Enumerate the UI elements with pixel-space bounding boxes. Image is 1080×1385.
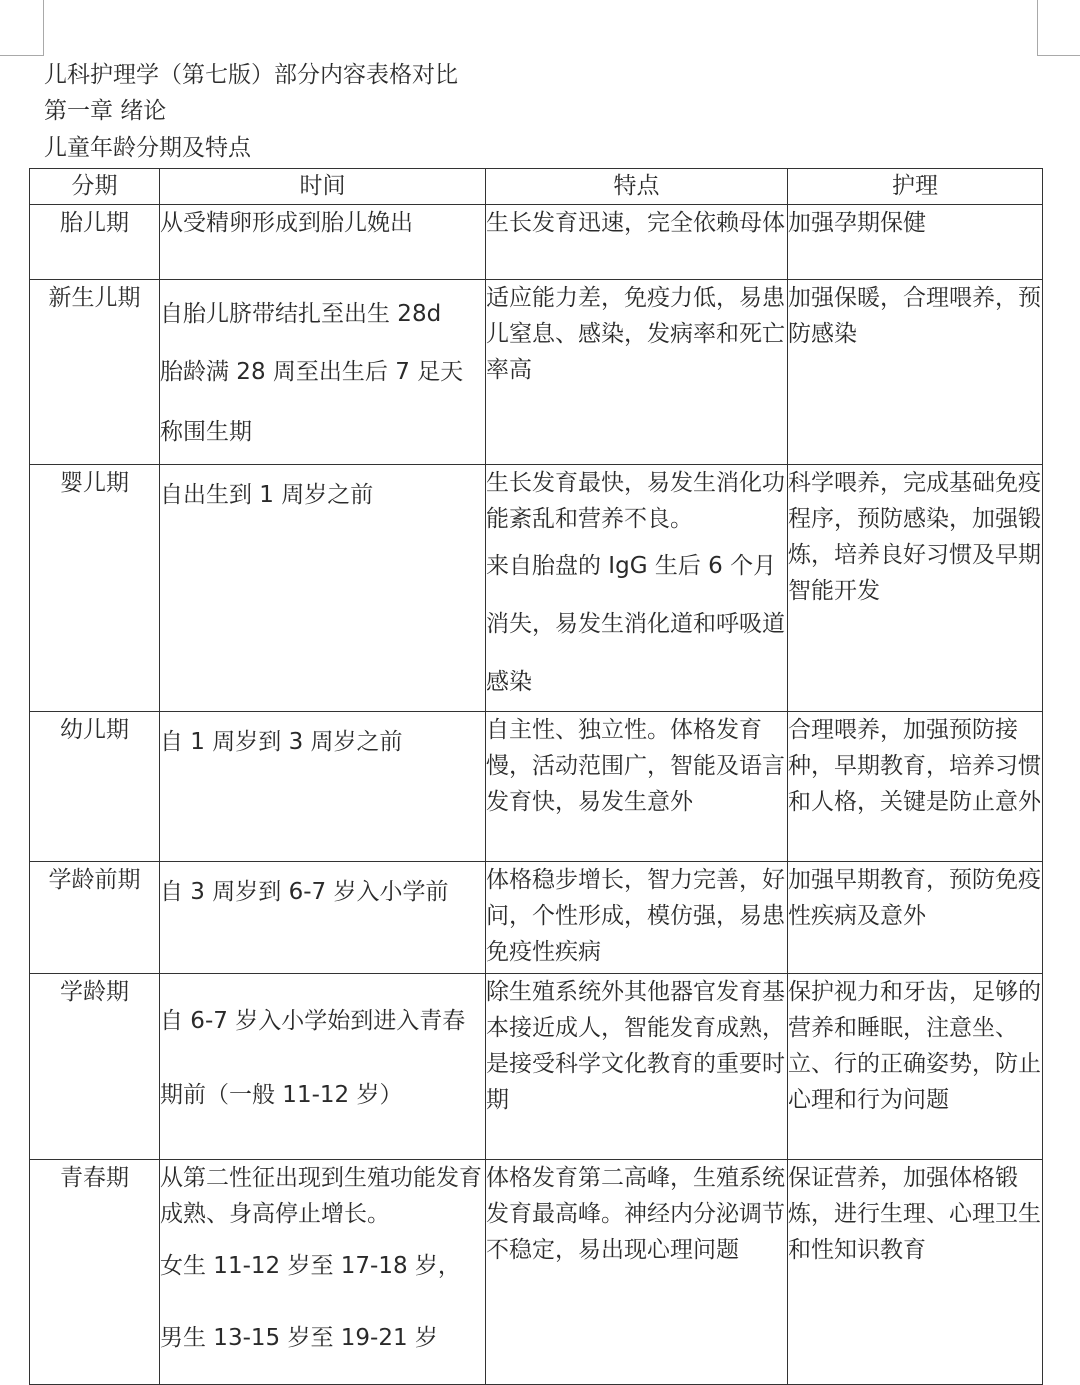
feature-text: 生长发育最快，易发生消化功能紊乱和营养不良。 (486, 470, 785, 532)
care-text: 加强孕期保健 (788, 210, 926, 236)
care-text: 加强早期教育，预防免疫性疾病及意外 (788, 867, 1041, 929)
table-header-row (30, 169, 1043, 205)
chapter-title: 第一章 绪论 (44, 98, 167, 124)
feature-cell (486, 280, 788, 465)
period-cell: 胎儿期 (30, 205, 160, 280)
time-text: 从受精卵形成到胎儿娩出 (160, 210, 413, 236)
time-text: 自 3 周岁到 6-7 岁入小学前 (160, 879, 449, 905)
care-cell (788, 974, 1043, 1160)
time-cell (160, 205, 486, 280)
header-care: 护理 (788, 169, 1043, 205)
feature-text: 除生殖系统外其他器官发育基本接近成人，智能发育成熟，是接受科学文化教育的重要时期 (486, 979, 785, 1113)
care-cell (788, 712, 1043, 862)
document-title: 儿科护理学（第七版）部分内容表格对比 (44, 62, 458, 88)
table-row (30, 712, 1043, 862)
time-cell (160, 280, 486, 465)
header-time: 时间 (160, 169, 486, 205)
time-text: 自出生到 1 周岁之前 (160, 482, 374, 508)
care-cell (788, 280, 1043, 465)
section-title: 儿童年龄分期及特点 (44, 135, 251, 161)
period-cell: 学龄期 (30, 974, 160, 1160)
time-text: 自 6-7 岁入小学始到进入青春期前（一般 11-12 岁） (160, 1008, 466, 1108)
feature-text: 适应能力差，免疫力低，易患儿窒息、感染，发病率和死亡率高 (486, 285, 785, 383)
period-cell: 学龄前期 (30, 862, 160, 974)
care-cell (788, 1160, 1043, 1385)
time-text: 男生 13-15 岁至 19-21 岁 (160, 1325, 438, 1351)
period-cell: 婴儿期 (30, 465, 160, 712)
feature-cell (486, 712, 788, 862)
time-text: 从第二性征出现到生殖功能发育成熟、身高停止增长。 (160, 1165, 482, 1227)
time-cell (160, 862, 486, 974)
table-row (30, 465, 1043, 712)
table-row (30, 1160, 1043, 1385)
time-cell (160, 974, 486, 1160)
care-text: 保护视力和牙齿，足够的营养和睡眠，注意坐、立、行的正确姿势，防止心理和行为问题 (788, 979, 1041, 1113)
table-row (30, 205, 1043, 280)
table-row (30, 862, 1043, 974)
care-cell (788, 205, 1043, 280)
time-text: 胎龄满 28 周至出生后 7 足天称围生期 (160, 359, 464, 445)
time-text: 女生 11-12 岁至 17-18 岁， (160, 1253, 461, 1279)
feature-cell (486, 205, 788, 280)
table-row (30, 280, 1043, 465)
time-cell (160, 465, 486, 712)
time-cell (160, 1160, 486, 1385)
feature-cell (486, 974, 788, 1160)
crop-mark-top-left (0, 0, 44, 56)
care-text: 科学喂养，完成基础免疫程序，预防感染，加强锻炼，培养良好习惯及早期智能开发 (788, 470, 1041, 604)
time-text: 自胎儿脐带结扎至出生 28d (160, 301, 442, 327)
care-cell (788, 862, 1043, 974)
feature-text: 来自胎盘的 IgG 生后 6 个月消失，易发生消化道和呼吸道感染 (486, 553, 785, 695)
care-text: 加强保暖，合理喂养，预防感染 (788, 285, 1041, 347)
time-cell (160, 712, 486, 862)
crop-mark-top-right (1037, 0, 1080, 56)
care-text: 保证营养，加强体格锻炼，进行生理、心理卫生和性知识教育 (788, 1165, 1041, 1263)
care-text: 合理喂养，加强预防接种，早期教育，培养习惯和人格，关键是防止意外 (788, 717, 1041, 815)
table-row (30, 974, 1043, 1160)
feature-cell (486, 465, 788, 712)
header-period: 分期 (30, 169, 160, 205)
period-cell: 新生儿期 (30, 280, 160, 465)
feature-text: 体格发育第二高峰，生殖系统发育最高峰。神经内分泌调节不稳定，易出现心理问题 (486, 1165, 785, 1263)
time-text: 自 1 周岁到 3 周岁之前 (160, 729, 403, 755)
period-cell: 幼儿期 (30, 712, 160, 862)
feature-text: 体格稳步增长，智力完善，好问，个性形成，模仿强，易患免疫性疾病 (486, 867, 785, 965)
age-period-table (29, 168, 1043, 1385)
period-cell: 青春期 (30, 1160, 160, 1385)
feature-cell (486, 1160, 788, 1385)
care-cell (788, 465, 1043, 712)
feature-cell (486, 862, 788, 974)
header-feature: 特点 (486, 169, 788, 205)
feature-text: 生长发育迅速，完全依赖母体 (486, 210, 785, 236)
feature-text: 自主性、独立性。体格发育慢，活动范围广，智能及语言发育快，易发生意外 (486, 717, 785, 815)
